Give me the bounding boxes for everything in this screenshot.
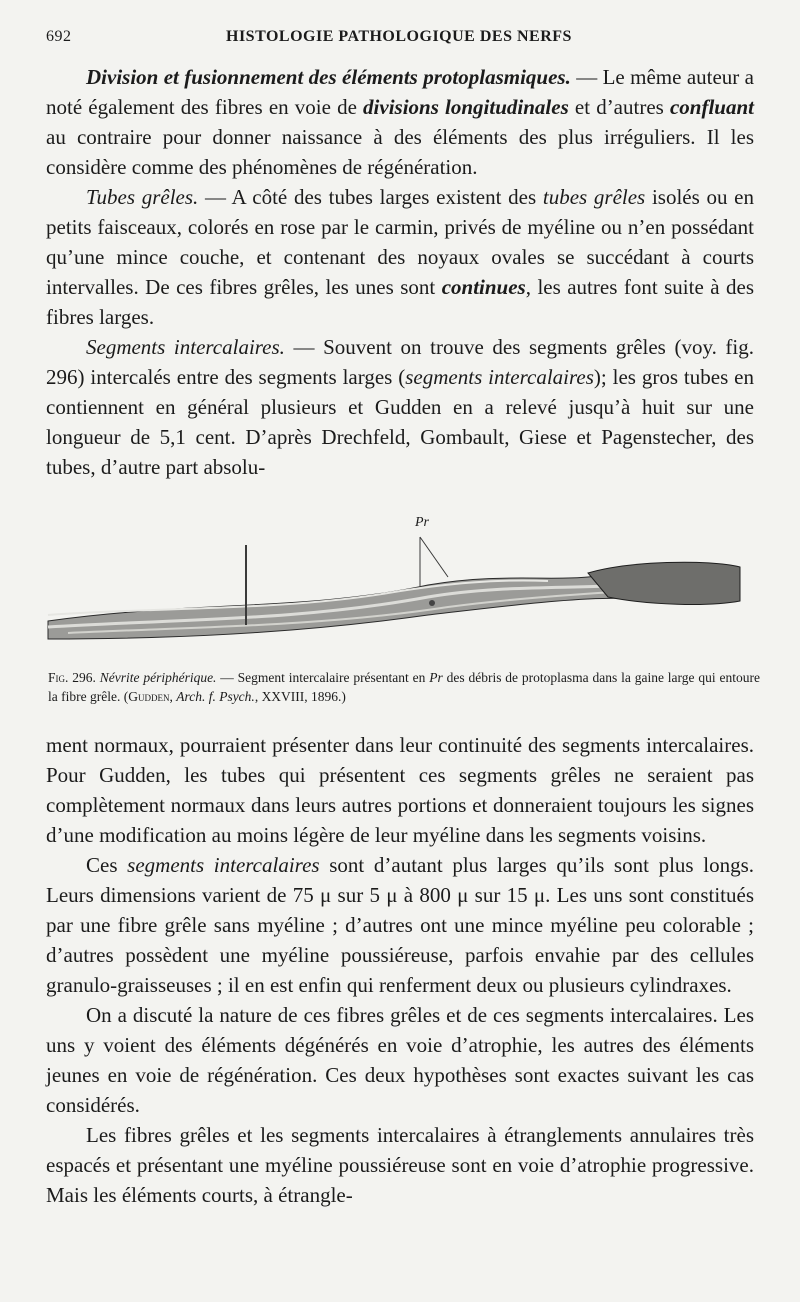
emphasis-text: continues (441, 275, 526, 299)
running-title: HISTOLOGIE PATHOLOGIQUE DES NERFS (226, 28, 572, 45)
caption-text: , XXVIII, 1896.) (254, 689, 346, 704)
paragraph-segments (46, 332, 754, 482)
debris-dot (429, 600, 435, 606)
text-block-top (46, 62, 754, 482)
figure-number: Fig. 296. (48, 670, 96, 685)
nerve-fiber-illustration (28, 515, 773, 655)
paragraph-text: Ces (86, 853, 128, 877)
paragraph-tubes-greles (46, 182, 754, 332)
figure-title: Névrite périphérique. (99, 670, 217, 685)
page-number: 692 (46, 28, 72, 45)
paragraph-text: ); les gros tubes en contiennent en général plusieurs et Gudden en a relevé jusqu’à huit sur une longueur de 5,1 cent. D’après Drechfeld, Gombault, Giese et Pagenstecher, des tubes, d’autre part absolu- (46, 365, 754, 479)
caption-text: — Segment intercalaire présentant en (216, 670, 430, 685)
pointer-line (420, 537, 448, 577)
emphasis-text: tubes grêles (542, 185, 646, 209)
emphasis-text: segments intercalaires (405, 365, 594, 389)
paragraph-division (46, 62, 754, 182)
paragraph-heading: Tubes grêles. (86, 185, 199, 209)
caption-emphasis: Pr (429, 670, 443, 685)
figure-label-pr: Pr (415, 515, 429, 530)
paragraph-atrophy: Les fibres grêles et les segments intercalaires à étranglements annulaires très espacés et présentant une myéline poussiéreuse sont en voie d’atrophie progressive. Mais les éléments courts, à étrangle- (46, 1123, 754, 1207)
paragraph-continuation: ment normaux, pourraient présenter dans leur continuité des segments intercalaires. Pour Gudden, les tubes qui présentent ces segments grêles ne seraient pas complètement normaux dans leurs autres portions et donneraient toujours les signes d’une modification au moins légère de leur myéline dans les segments voisins. (46, 733, 754, 847)
figure-nerve-fiber (28, 515, 773, 655)
paragraph-dimensions (46, 850, 754, 1000)
caption-text: , (169, 689, 177, 704)
paragraph-text: isolés ou en petits faisceaux, colorés en rose par le carmin, privés de myéline ou n’en possédant qu’une mince couche, et contenant des noyaux ovales se succédant à courts intervalles. De ces fibres grêles, les unes sont (46, 185, 755, 299)
paragraph-text: , les autres font suite à des fibres larges. (46, 275, 754, 329)
emphasis-text: confluant (669, 95, 754, 119)
emphasis-text: segments intercalaires (127, 853, 320, 877)
paragraph-text: — Souvent on trouve des segments grêles (voy. fig. 296) intercalés entre des segments larges ( (46, 335, 754, 389)
caption-source: Arch. f. Psych. (176, 689, 255, 704)
paragraph-text: — A côté des tubes larges existent des (198, 185, 543, 209)
paragraph-nature: On a discuté la nature de ces fibres grêles et de ces segments intercalaires. Les uns y voient des éléments dégénérés en voie d’atrophie, les autres des éléments jeunes en voie de régénération. Ces deux hypothèses sont exactes suivant les cas considérés. (46, 1003, 754, 1117)
caption-text: des débris de protoplasma dans la gaine large qui entoure la fibre grêle. ( (48, 670, 760, 704)
text-block-bottom (46, 730, 754, 1210)
emphasis-text: divisions longitudinales (363, 95, 569, 119)
paragraph-text: sont d’autant plus larges qu’ils sont plus longs. Leurs dimensions varient de 75 μ sur 5 μ à 800 μ sur 15 μ. Les uns sont constitués par une fibre grêle sans myéline ; d’autres ont une mince myéline peu colorable ; d’autres possèdent une myéline poussiéreuse, parfois envahie par des cellules granulo-graisseuses ; il en est enfin qui renferment deux ou plusieurs cylindraxes. (46, 853, 754, 997)
paragraph-text: au contraire pour donner naissance à des éléments des plus irréguliers. Il les considère comme des phénomènes de régénération. (46, 125, 754, 179)
caption-author: Gudden (128, 689, 170, 704)
paragraph-heading: Division et fusionnement des éléments protoplasmiques. (86, 65, 571, 89)
paragraph-text: — Le même auteur a noté également des fibres en voie de (46, 65, 754, 119)
figure-caption (48, 668, 760, 706)
paragraph-text: et d’autres (568, 95, 670, 119)
paragraph-heading: Segments intercalaires. (86, 335, 285, 359)
